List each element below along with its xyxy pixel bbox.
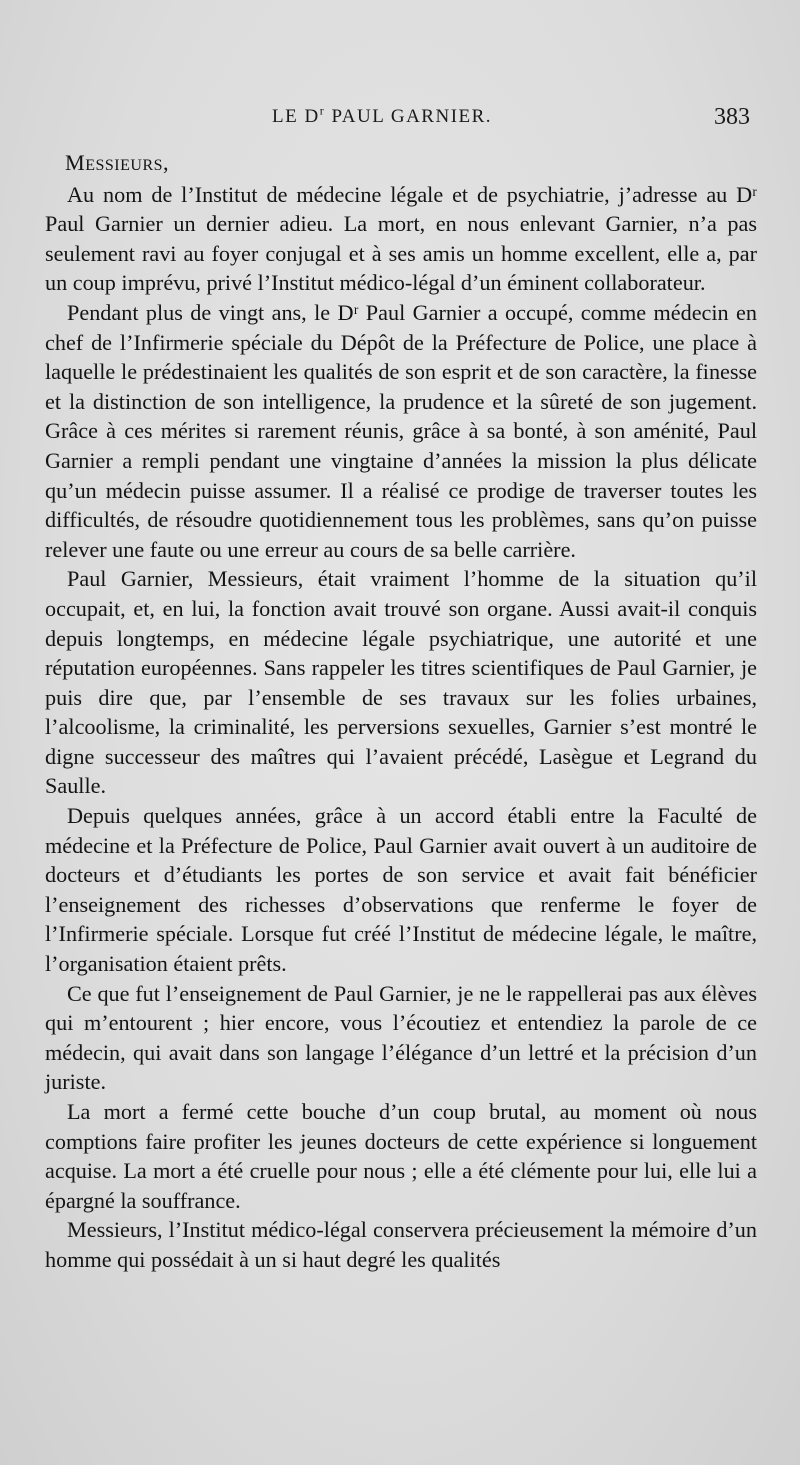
page-number: 383	[714, 104, 750, 130]
paragraph-6: La mort a fermé cette bouche d’un coup brutal, au moment où nous comptions faire profiter les jeunes docteurs de cette expérience si longuement acquise. La mort a été cruelle pour nous ; elle a été clémente pour lui, elle lui a épargné la souffrance.	[45, 1099, 757, 1213]
body-text	[45, 148, 757, 1275]
paragraph-4: Depuis quelques années, grâce à un accord établi entre la Faculté de médecine et la Préfecture de Police, Paul Garnier avait ouvert à un auditoire de docteurs et d’étudiants les portes de son service et avait fait bénéficier l’enseignement des richesses d’observations que renferme le foyer de l’Infirmerie spéciale. Lorsque fut créé l’Institut de médecine légale, le maître, l’organisation étaient prêts.	[45, 803, 757, 977]
running-title-suffix: PAUL GARNIER.	[325, 106, 493, 127]
paragraph-7: Messieurs, l’Institut médico-légal conservera précieusement la mémoire d’un homme qui possédait à un si haut degré les qualités	[45, 1217, 757, 1272]
running-title-superscript: r	[319, 103, 326, 118]
paragraph-1: Au nom de l’Institut de médecine légale et de psychiatrie, j’adresse au Dʳ Paul Garnier un dernier adieu. La mort, en nous enlevant Garnier, n’a pas seulement ravi au foyer conjugal et à ses amis un homme excellent, elle a, par un coup imprévu, privé l’Institut médico-légal d’un éminent collaborateur.	[45, 181, 757, 296]
running-title	[272, 103, 493, 128]
paragraph-5: Ce que fut l’enseignement de Paul Garnier, je ne le rappellerai pas aux élèves qui m’entourent ; hier encore, vous l’écoutiez et entendiez la parole de ce médecin, qui avait dans son langage l’élégance d’un lettré et la précision d’un juriste.	[45, 980, 757, 1095]
paragraph-2: Pendant plus de vingt ans, le Dʳ Paul Garnier a occupé, comme médecin en chef de l’Infirmerie spéciale du Dépôt de la Préfecture de Police, une place à laquelle le prédestinaient les qualités de son esprit et de son caractère, la finesse et la distinction de son intelligence, la prudence et la sûreté de son jugement. Grâce à ces mérites si rarement réunis, grâce à sa bonté, à son aménité, Paul Garnier a rempli pendant une vingtaine d’années la mission la plus délicate qu’un médecin puisse assumer. Il a réalisé ce prodige de traverser toutes les difficultés, de résoudre quotidiennement tous les problèmes, sans qu’on puisse relever une faute ou une erreur au cours de sa belle carrière.	[45, 299, 757, 562]
running-head	[0, 104, 800, 136]
salutation: Messieurs,	[65, 150, 170, 175]
running-title-prefix: LE D	[272, 106, 320, 127]
paragraph-3: Paul Garnier, Messieurs, était vraiment l’homme de la situation qu’il occupait, et, en lui, la fonction avait trouvé son organe. Aussi avait-il conquis depuis longtemps, en médecine légale psychiatrique, une autorité et une réputation européennes. Sans rappeler les titres scientifiques de Paul Garnier, je puis dire que, par l’ensemble de ses travaux sur les folies urbaines, l’alcoolisme, la criminalité, les perversions sexuelles, Garnier s’est montré le digne successeur des maîtres qui l’avaient précédé, Lasègue et Legrand du Saulle.	[45, 566, 757, 799]
